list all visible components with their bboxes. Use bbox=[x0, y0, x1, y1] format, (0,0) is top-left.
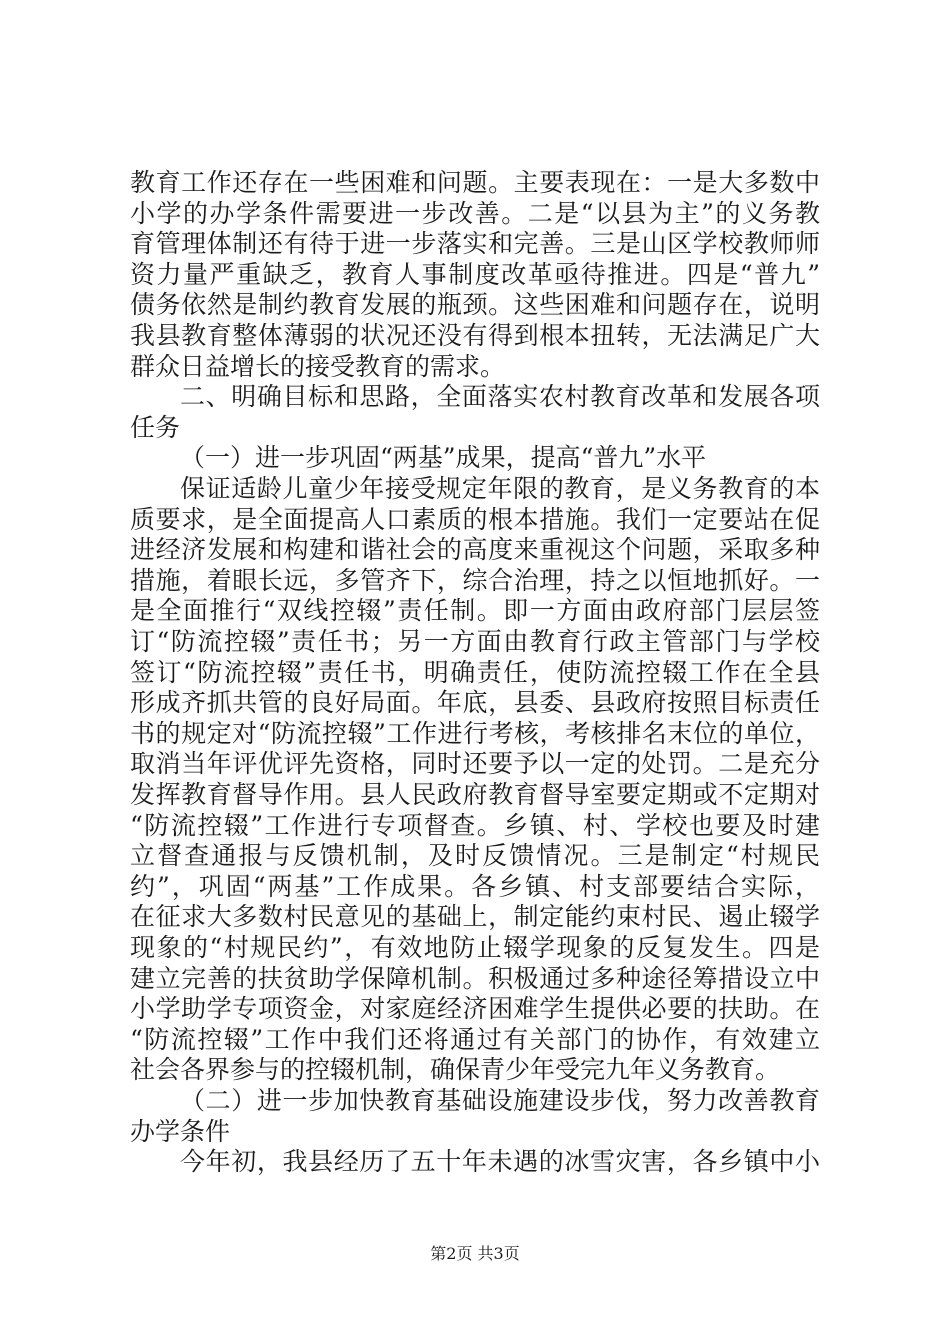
text-line: 今年初，我县经历了五十年未遇的冰雪灾害，各乡镇中小 bbox=[180, 1147, 820, 1176]
text-line: 社会各界参与的控辍机制，确保青少年受完九年义务教育。 bbox=[130, 1055, 781, 1084]
text-line: 质要求，是全面提高人口素质的根本措施。我们一定要站在促 bbox=[130, 505, 820, 534]
page-footer: 第2页 共3页 bbox=[430, 1244, 520, 1263]
text-line: 形成齐抓共管的良好局面。年底，县委、县政府按照目标责任 bbox=[130, 688, 820, 717]
text-line: 群众日益增长的接受教育的需求。 bbox=[130, 352, 506, 381]
text-line: 办学条件 bbox=[130, 1117, 231, 1146]
text-line: 建立完善的扶贫助学保障机制。积极通过多种途径筹措设立中 bbox=[130, 964, 820, 993]
text-line: 是全面推行“双线控辍”责任制。即一方面由政府部门层层签 bbox=[130, 596, 820, 625]
text-line: 教育工作还存在一些困难和问题。主要表现在：一是大多数中 bbox=[130, 168, 820, 197]
text-line: 任务 bbox=[130, 413, 181, 442]
text-line: “防流控辍”工作中我们还将通过有关部门的协作，有效建立 bbox=[130, 1025, 820, 1054]
text-line: “防流控辍”工作进行专项督查。乡镇、村、学校也要及时建 bbox=[130, 811, 820, 840]
text-line: 立督查通报与反馈机制，及时反馈情况。三是制定“村规民 bbox=[130, 841, 820, 870]
text-line: 二、明确目标和思路，全面落实农村教育改革和发展各项 bbox=[180, 382, 820, 411]
text-line: 保证适龄儿童少年接受规定年限的教育，是义务教育的本 bbox=[180, 474, 820, 503]
text-line: 约”，巩固“两基”工作成果。各乡镇、村支部要结合实际， bbox=[130, 872, 820, 901]
text-line: 措施，着眼长远，多管齐下，综合治理，持之以恒地抓好。一 bbox=[130, 566, 820, 595]
text-line: 育管理体制还有待于进一步落实和完善。三是山区学校教师师 bbox=[130, 229, 820, 258]
text-line: 取消当年评优评先资格，同时还要予以一定的处罚。二是充分 bbox=[130, 749, 820, 778]
text-line: 进经济发展和构建和谐社会的高度来重视这个问题，采取多种 bbox=[130, 535, 820, 564]
text-line: 签订“防流控辍”责任书，明确责任，使防流控辍工作在全县 bbox=[130, 658, 820, 687]
text-line: 发挥教育督导作用。县人民政府教育督导室要定期或不定期对 bbox=[130, 780, 820, 809]
text-line: （二）进一步加快教育基础设施建设步伐，努力改善教育 bbox=[180, 1086, 820, 1115]
text-line: 书的规定对“防流控辍”工作进行考核，考核排名末位的单位， bbox=[130, 719, 820, 748]
text-line: 资力量严重缺乏，教育人事制度改革亟待推进。四是“普九” bbox=[130, 260, 820, 289]
text-line: 我县教育整体薄弱的状况还没有得到根本扭转，无法满足广大 bbox=[130, 321, 820, 350]
text-line: （一）进一步巩固“两基”成果，提高“普九”水平 bbox=[180, 443, 707, 472]
text-line: 在征求大多数村民意见的基础上，制定能约束村民、遏止辍学 bbox=[130, 902, 820, 931]
text-line: 债务依然是制约教育发展的瓶颈。这些困难和问题存在，说明 bbox=[130, 290, 820, 319]
text-line: 现象的“村规民约”，有效地防止辍学现象的反复发生。四是 bbox=[130, 933, 820, 962]
text-line: 订“防流控辍”责任书；另一方面由教育行政主管部门与学校 bbox=[130, 627, 820, 656]
text-line: 小学助学专项资金，对家庭经济困难学生提供必要的扶助。在 bbox=[130, 994, 820, 1023]
text-line: 小学的办学条件需要进一步改善。二是“以县为主”的义务教 bbox=[130, 199, 820, 228]
